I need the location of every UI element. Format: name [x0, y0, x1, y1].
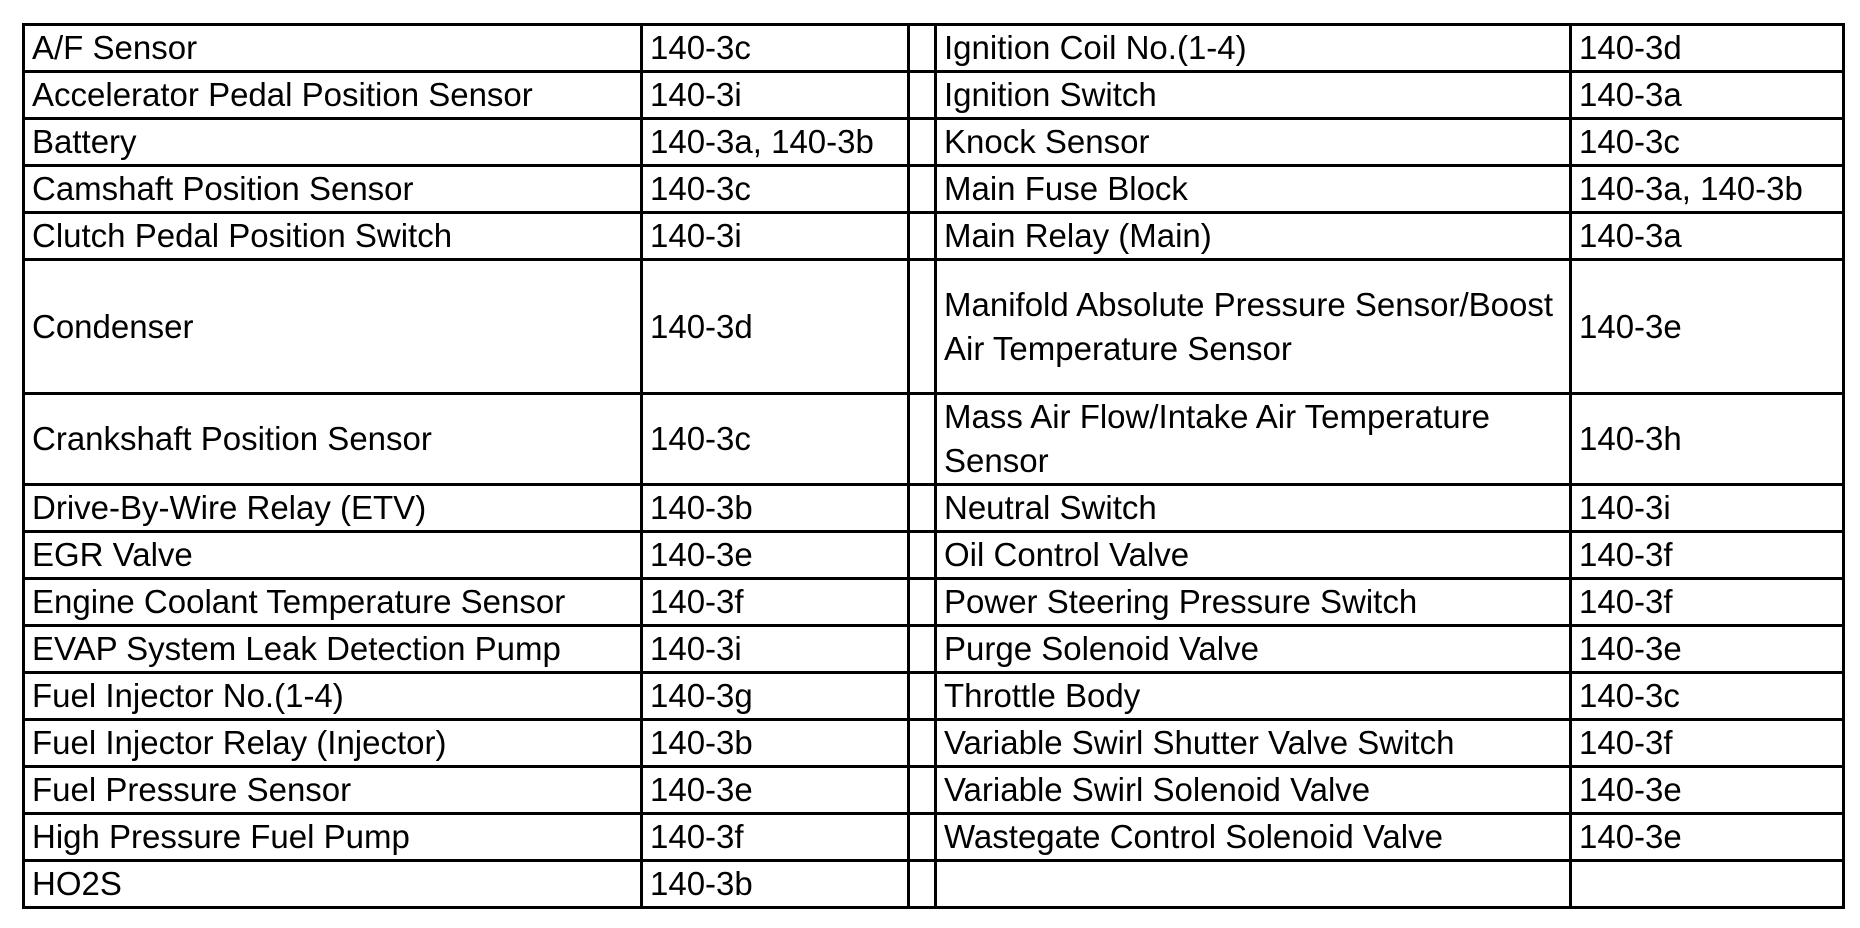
column-divider — [909, 767, 936, 814]
column-divider — [909, 72, 936, 119]
right-reference-cell: 140-3d — [1571, 25, 1844, 72]
right-reference-cell: 140-3c — [1571, 119, 1844, 166]
table-row — [24, 72, 1844, 119]
column-divider — [909, 260, 936, 394]
right-reference-cell: 140-3e — [1571, 260, 1844, 394]
column-divider — [909, 25, 936, 72]
table-row — [24, 25, 1844, 72]
right-reference-cell: 140-3f — [1571, 532, 1844, 579]
table-row — [24, 532, 1844, 579]
left-reference-cell: 140-3b — [642, 720, 909, 767]
left-component-cell: Engine Coolant Temperature Sensor — [24, 579, 642, 626]
left-reference-cell: 140-3f — [642, 579, 909, 626]
right-reference-cell: 140-3f — [1571, 720, 1844, 767]
column-divider — [909, 394, 936, 485]
table-row — [24, 814, 1844, 861]
left-reference-cell: 140-3f — [642, 814, 909, 861]
left-component-cell: A/F Sensor — [24, 25, 642, 72]
left-reference-cell: 140-3i — [642, 626, 909, 673]
right-component-cell: Variable Swirl Solenoid Valve — [936, 767, 1571, 814]
column-divider — [909, 861, 936, 908]
left-reference-cell: 140-3c — [642, 25, 909, 72]
left-component-cell: HO2S — [24, 861, 642, 908]
left-component-cell: Drive-By-Wire Relay (ETV) — [24, 485, 642, 532]
right-component-cell: Knock Sensor — [936, 119, 1571, 166]
table-row — [24, 767, 1844, 814]
right-reference-cell: 140-3i — [1571, 485, 1844, 532]
left-reference-cell: 140-3b — [642, 861, 909, 908]
left-component-cell: Fuel Injector Relay (Injector) — [24, 720, 642, 767]
right-reference-cell: 140-3f — [1571, 579, 1844, 626]
right-reference-cell: 140-3h — [1571, 394, 1844, 485]
right-component-cell: Mass Air Flow/Intake Air Temperature Sensor — [936, 394, 1571, 485]
right-reference-cell: 140-3a — [1571, 72, 1844, 119]
table-row — [24, 485, 1844, 532]
table-row — [24, 119, 1844, 166]
column-divider — [909, 213, 936, 260]
left-reference-cell: 140-3e — [642, 532, 909, 579]
right-reference-cell: 140-3e — [1571, 626, 1844, 673]
left-reference-cell: 140-3i — [642, 213, 909, 260]
column-divider — [909, 720, 936, 767]
table-row — [24, 579, 1844, 626]
right-reference-cell: 140-3e — [1571, 767, 1844, 814]
right-component-cell: Ignition Switch — [936, 72, 1571, 119]
left-component-cell: Battery — [24, 119, 642, 166]
table-row — [24, 260, 1844, 394]
left-reference-cell: 140-3d — [642, 260, 909, 394]
right-component-cell: Main Relay (Main) — [936, 213, 1571, 260]
table-row — [24, 166, 1844, 213]
left-component-cell: EVAP System Leak Detection Pump — [24, 626, 642, 673]
right-component-cell: Oil Control Valve — [936, 532, 1571, 579]
right-component-cell — [936, 861, 1571, 908]
left-component-cell: Accelerator Pedal Position Sensor — [24, 72, 642, 119]
right-reference-cell — [1571, 861, 1844, 908]
column-divider — [909, 166, 936, 213]
left-component-cell: Fuel Injector No.(1-4) — [24, 673, 642, 720]
right-component-cell: Manifold Absolute Pressure Sensor/Boost Air Temperature Sensor — [936, 260, 1571, 394]
table-row — [24, 673, 1844, 720]
left-component-cell: Clutch Pedal Position Switch — [24, 213, 642, 260]
left-component-cell: Camshaft Position Sensor — [24, 166, 642, 213]
left-reference-cell: 140-3g — [642, 673, 909, 720]
right-reference-cell: 140-3e — [1571, 814, 1844, 861]
right-reference-cell: 140-3c — [1571, 673, 1844, 720]
column-divider — [909, 532, 936, 579]
left-reference-cell: 140-3c — [642, 166, 909, 213]
left-reference-cell: 140-3b — [642, 485, 909, 532]
component-index-table — [22, 23, 1845, 909]
column-divider — [909, 485, 936, 532]
left-reference-cell: 140-3i — [642, 72, 909, 119]
column-divider — [909, 579, 936, 626]
left-component-cell: EGR Valve — [24, 532, 642, 579]
right-component-cell: Power Steering Pressure Switch — [936, 579, 1571, 626]
right-component-cell: Variable Swirl Shutter Valve Switch — [936, 720, 1571, 767]
right-component-cell: Wastegate Control Solenoid Valve — [936, 814, 1571, 861]
left-component-cell: Crankshaft Position Sensor — [24, 394, 642, 485]
left-component-cell: High Pressure Fuel Pump — [24, 814, 642, 861]
column-divider — [909, 119, 936, 166]
component-index-body — [24, 25, 1844, 908]
column-divider — [909, 626, 936, 673]
left-reference-cell: 140-3c — [642, 394, 909, 485]
right-component-cell: Main Fuse Block — [936, 166, 1571, 213]
right-component-cell: Purge Solenoid Valve — [936, 626, 1571, 673]
left-component-cell: Condenser — [24, 260, 642, 394]
column-divider — [909, 673, 936, 720]
right-component-cell: Ignition Coil No.(1-4) — [936, 25, 1571, 72]
left-reference-cell: 140-3e — [642, 767, 909, 814]
right-component-cell: Throttle Body — [936, 673, 1571, 720]
table-row — [24, 394, 1844, 485]
right-reference-cell: 140-3a, 140-3b — [1571, 166, 1844, 213]
table-row — [24, 626, 1844, 673]
table-row — [24, 720, 1844, 767]
left-component-cell: Fuel Pressure Sensor — [24, 767, 642, 814]
column-divider — [909, 814, 936, 861]
table-row — [24, 861, 1844, 908]
right-reference-cell: 140-3a — [1571, 213, 1844, 260]
right-component-cell: Neutral Switch — [936, 485, 1571, 532]
table-row — [24, 213, 1844, 260]
left-reference-cell: 140-3a, 140-3b — [642, 119, 909, 166]
